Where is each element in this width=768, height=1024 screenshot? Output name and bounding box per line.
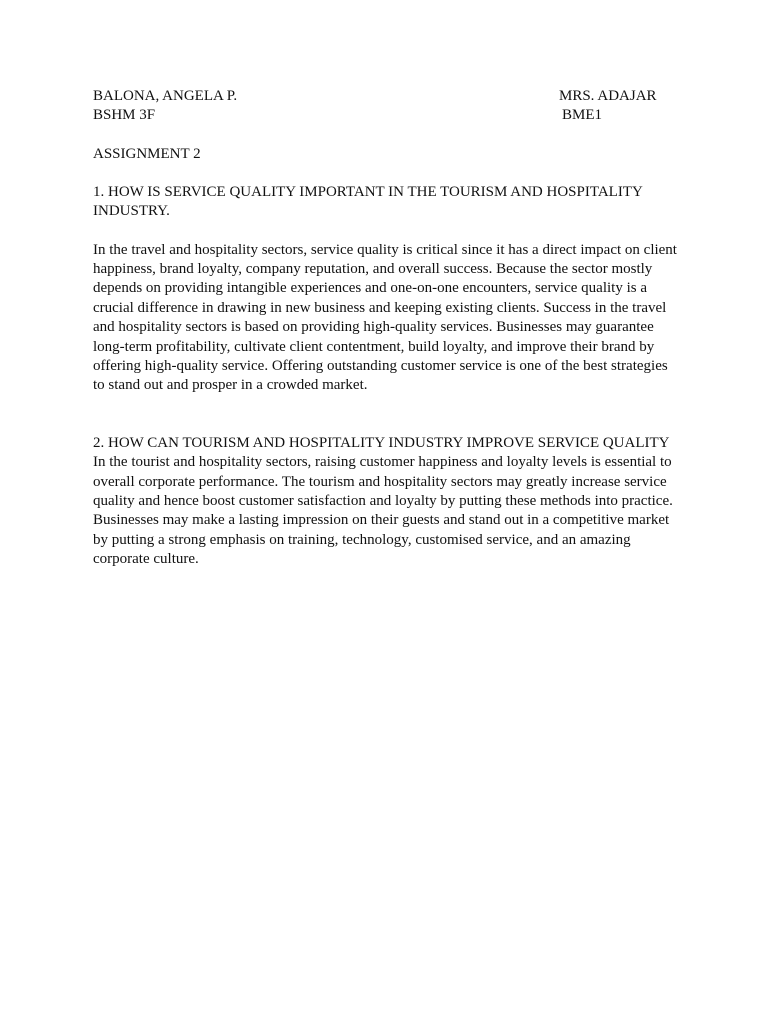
section-label: BSHM 3F	[93, 107, 156, 124]
assignment-title: ASSIGNMENT 2	[93, 145, 201, 162]
student-name: BALONA, ANGELA P.	[93, 88, 238, 104]
teacher-name: MRS. ADAJAR	[559, 88, 657, 104]
answer-1: In the travel and hospitality sectors, service quality is critical since it has a direct impact on client happiness, brand loyalty, company reputation, and overall success. Because the sector mostly depends on providing intangible experiences and one-on-one encounters, service quality is a crucial difference in drawing in new business and keeping existing clients. Success in the travel and hospitality sectors is based on providing high-quality services. Businesses may guarantee long-term profitability, cultivate client contentment, build loyalty, and improve their brand by offering high-quality service. Offering outstanding customer service is one of the best strategies to stand out and prosper in a crowded market.	[93, 241, 677, 394]
question-2: 2. HOW CAN TOURISM AND HOSPITALITY INDUSTRY IMPROVE SERVICE QUALITY	[93, 434, 670, 451]
document-page	[93, 87, 683, 570]
header-row-1	[93, 87, 683, 106]
header-row-2	[93, 106, 683, 125]
answer-2: In the tourist and hospitality sectors, raising customer happiness and loyalty levels is essential to overall corporate performance. The tourism and hospitality sectors may greatly increase service quality and hence boost customer satisfaction and loyalty by putting these methods into practice. Businesses may make a lasting impression on their guests and stand out in a competitive market by putting a strong emphasis on training, technology, customised service, and an amazing corporate culture.	[93, 454, 673, 568]
question-1: 1. HOW IS SERVICE QUALITY IMPORTANT IN THE TOURISM AND HOSPITALITY INDUSTRY.	[93, 183, 643, 220]
course-label: BME1	[562, 107, 603, 124]
